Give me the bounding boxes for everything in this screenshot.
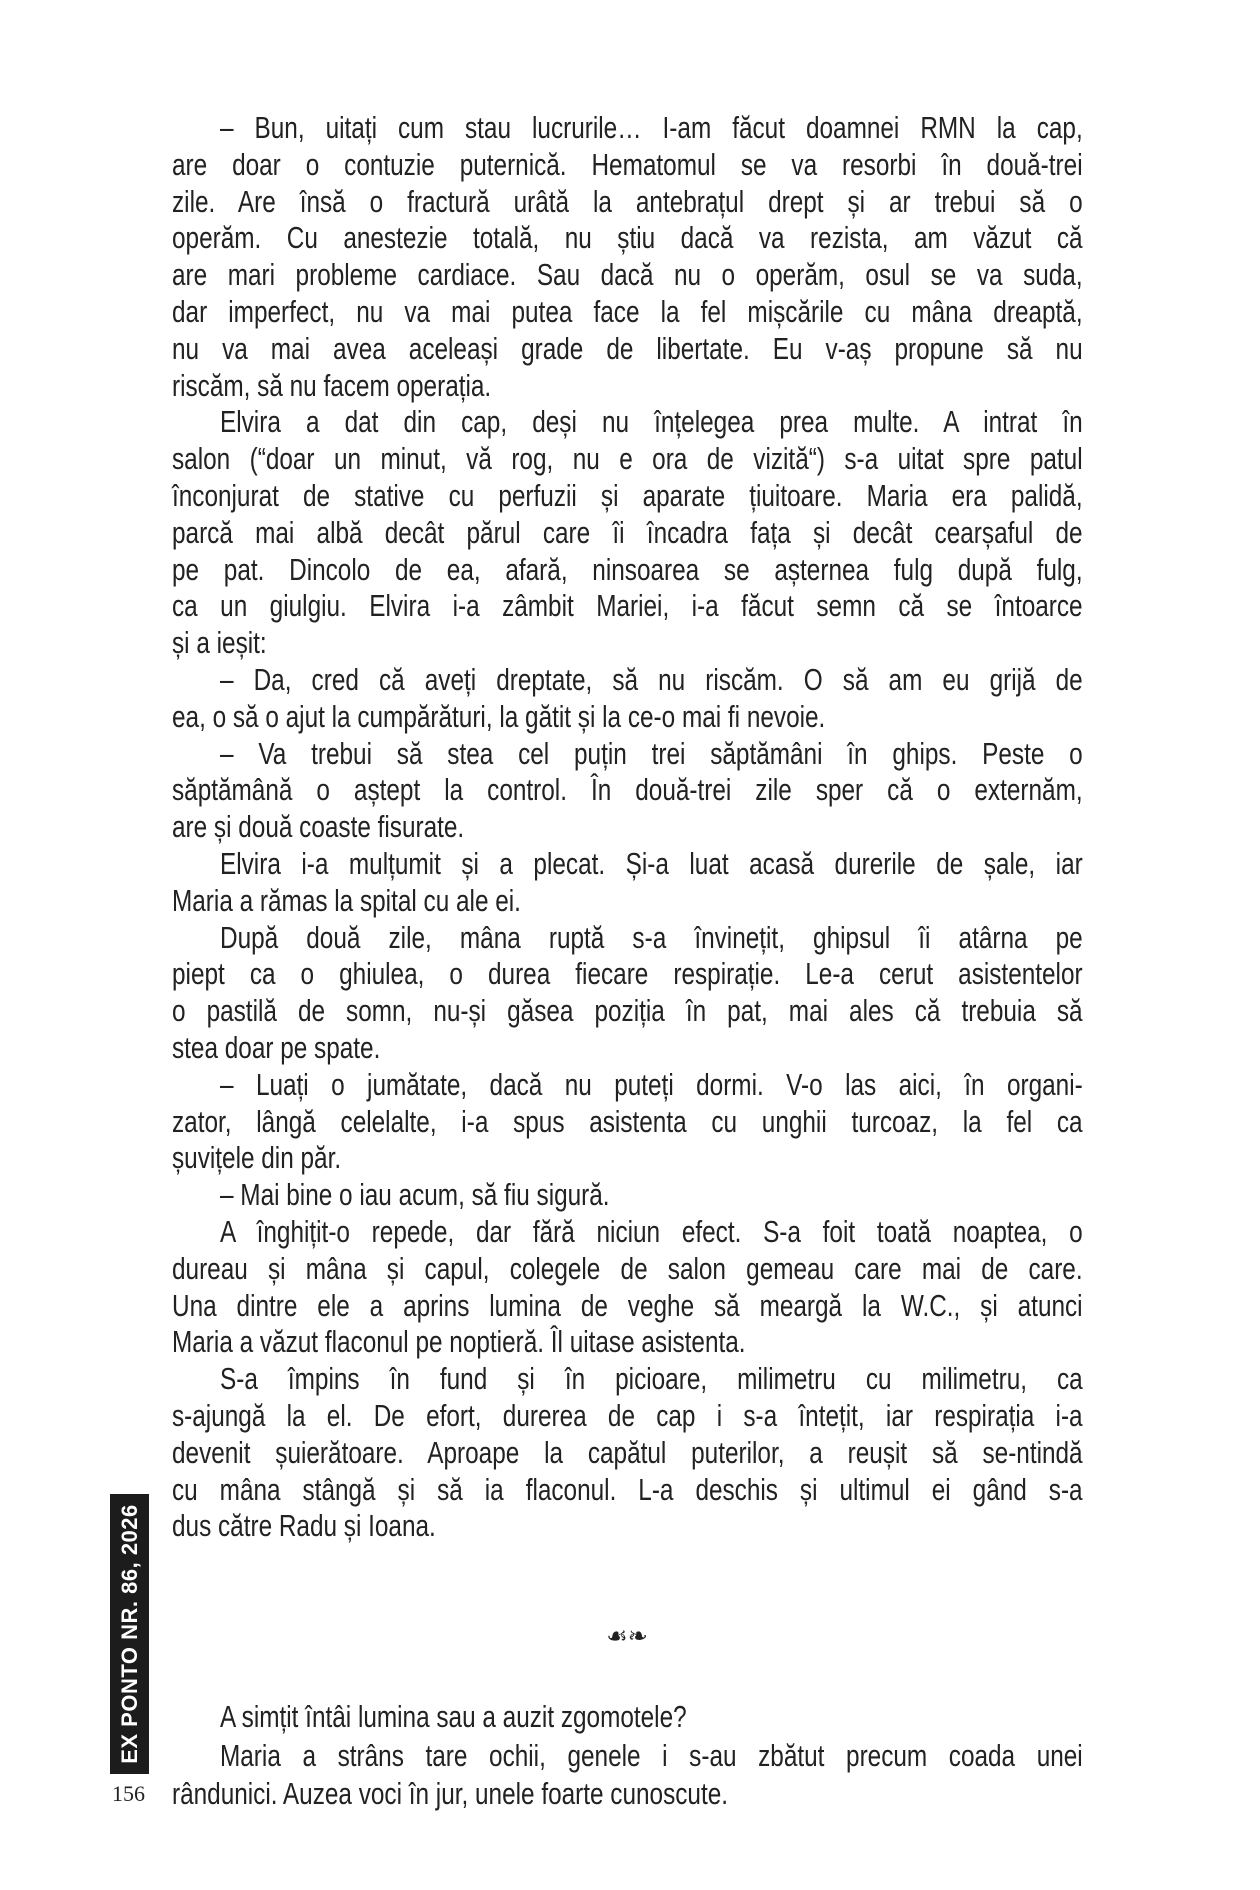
text-line: înconjurat de stative cu perfuzii și aparate țiuitoare. Maria era palidă, — [172, 478, 1083, 513]
text-line: salon (“doar un minut, vă rog, nu e ora de vizită“) s-a uitat spre patul — [172, 441, 1083, 477]
text-line: – Da, cred că aveți dreptate, să nu riscăm. O să am eu grijă de — [220, 662, 1083, 697]
text-line: pe pat. Dincolo de ea, afară, ninsoarea se așternea fulg după fulg, — [172, 551, 1083, 587]
text-line: are și două coaste fisurate. — [172, 809, 465, 845]
text-line: are doar o contuzie puternică. Hematomul se va resorbi în două-trei — [172, 146, 1083, 182]
text-line: Maria a strâns tare ochii, genele i s-au zbătut precum coada unei — [220, 1737, 1083, 1773]
text-line: și a ieșit: — [172, 625, 267, 661]
text-line: are mari probleme cardiace. Sau dacă nu o operăm, osul se va suda, — [172, 257, 1083, 293]
text-line: riscăm, să nu facem operația. — [172, 367, 492, 403]
text-line: ea, o să o ajut la cumpărături, la gătit și la ce-o mai fi nevoie. — [172, 698, 826, 734]
text-line: zator, lângă celelalte, i-a spus asistenta cu unghii turcoaz, la fel ca — [172, 1103, 1083, 1139]
text-line: săptămână o aștept la control. În două-trei zile sper că o externăm, — [172, 772, 1083, 808]
text-line: – Va trebui să stea cel puțin trei săptămâni în ghips. Peste o — [220, 735, 1083, 771]
text-line: devenit șuierătoare. Aproape la capătul puterilor, a reușit să se-ntindă — [172, 1434, 1083, 1470]
text-line: Maria a rămas la spital cu ale ei. — [172, 882, 521, 918]
text-line: Elvira i-a mulțumit și a plecat. Și-a luat acasă durerile de șale, iar — [220, 846, 1083, 881]
text-line: o pastilă de somn, nu-și găsea poziția în pat, mai ales că trebuia să — [172, 993, 1083, 1029]
text-line: zile. Are însă o fractură urâtă la antebrațul drept și ar trebui să o — [172, 183, 1083, 219]
text-line: s-ajungă la el. De efort, durerea de cap i s-a întețit, iar respirația i-a — [172, 1398, 1083, 1433]
section-break-ornament: ☙❧ — [606, 1622, 648, 1650]
text-line: Una dintre ele a aprins lumina de veghe să meargă la W.C., și atunci — [172, 1287, 1083, 1323]
text-line: parcă mai albă decât părul care îi încadra fața și decât cearșaful de — [172, 514, 1083, 550]
text-line: operăm. Cu anestezie totală, nu știu dacă va rezista, am văzut că — [172, 220, 1083, 256]
text-line: A simțit întâi lumina sau a auzit zgomotele? — [220, 1699, 687, 1734]
text-line: dar imperfect, nu va mai putea face la fel mișcările cu mâna dreaptă, — [172, 294, 1083, 329]
page-number: 156 — [112, 1781, 145, 1806]
journal-issue-label: EX PONTO NR. 86, 2026 — [116, 1504, 142, 1764]
text-line: dureau și mâna și capul, colegele de salon gemeau care mai de care. — [172, 1250, 1083, 1286]
text-line: – Mai bine o iau acum, să fiu sigură. — [220, 1177, 610, 1213]
text-line: piept ca o ghiulea, o durea fiecare respirație. Le-a cerut asistentelor — [172, 956, 1083, 992]
text-line: Maria a văzut flaconul pe noptieră. Îl uitase asistenta. — [172, 1324, 746, 1360]
text-line: stea doar pe spate. — [172, 1030, 381, 1065]
text-line: rândunici. Auzea voci în jur, unele foarte cunoscute. — [172, 1776, 729, 1811]
text-line: După două zile, mâna ruptă s-a învinețit, ghipsul îi atârna pe — [220, 919, 1083, 955]
text-line: A înghițit-o repede, dar fără niciun efect. S-a foit toată noaptea, o — [220, 1214, 1083, 1249]
text-line: S-a împins în fund și în picioare, milimetru cu milimetru, ca — [220, 1361, 1083, 1397]
text-line: nu va mai avea aceleași grade de libertate. Eu v-aș propune să nu — [172, 330, 1083, 366]
text-line: Elvira a dat din cap, deși nu înțelegea prea multe. A intrat în — [220, 404, 1083, 440]
text-line: – Luați o jumătate, dacă nu puteți dormi. V-o las aici, în organi- — [220, 1066, 1083, 1102]
text-line: cu mâna stângă și să ia flaconul. L-a deschis și ultimul ei gând s-a — [172, 1471, 1083, 1507]
text-line: ca un giulgiu. Elvira i-a zâmbit Mariei, i-a făcut semn că se întoarce — [172, 588, 1083, 624]
text-line: șuvițele din păr. — [172, 1140, 342, 1176]
text-line: – Bun, uitați cum stau lucrurile… I-am făcut doamnei RMN la cap, — [220, 110, 1083, 145]
text-line: dus către Radu și Ioana. — [172, 1508, 436, 1544]
